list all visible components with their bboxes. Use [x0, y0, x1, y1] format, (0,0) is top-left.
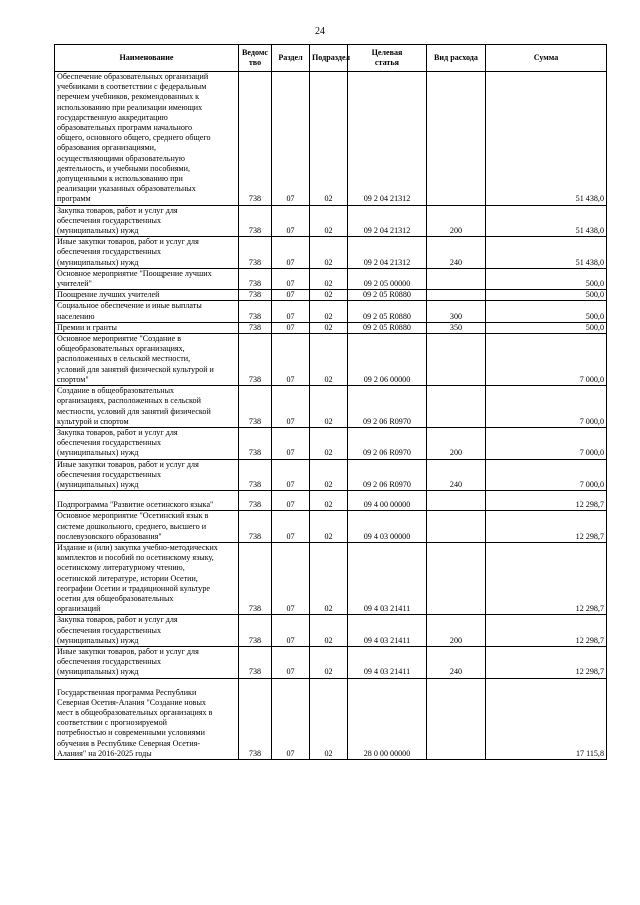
cell-celevaya-statya: 28 0 00 00000 — [348, 678, 427, 759]
cell-name: Государственная программа Республики Северная Осетия-Алания "Создание новых мест в общеобразовательных организациях в соответствии с прогнозируемой потребностью и современными условиями обучения в Республике Северная Осетия- Алания" на 2016-2025 годы — [55, 678, 239, 759]
cell-name: Закупка товаров, работ и услуг для обеспечения государственных (муниципальных) нужд — [55, 427, 239, 459]
cell-podrazdel: 02 — [310, 301, 348, 322]
cell-vedomstvo: 738 — [239, 542, 272, 614]
cell-name: Основное мероприятие "Создание в общеобразовательных организациях, расположенных в сельской местности, условий для занятий физической культурой и спортом" — [55, 334, 239, 386]
cell-vid-rashoda: 240 — [427, 459, 486, 491]
cell-celevaya-statya: 09 2 04 21312 — [348, 72, 427, 206]
cell-razdel: 07 — [272, 301, 310, 322]
table-row — [55, 237, 607, 269]
cell-summa: 12 298,7 — [486, 646, 607, 678]
cell-podrazdel: 02 — [310, 511, 348, 543]
table-row — [55, 511, 607, 543]
cell-vedomstvo: 738 — [239, 646, 272, 678]
cell-summa: 500,0 — [486, 301, 607, 322]
cell-celevaya-statya: 09 2 06 00000 — [348, 334, 427, 386]
header-summa: Сумма — [486, 45, 607, 72]
table-row — [55, 542, 607, 614]
cell-razdel: 07 — [272, 386, 310, 428]
cell-vedomstvo: 738 — [239, 615, 272, 647]
cell-celevaya-statya: 09 4 03 00000 — [348, 511, 427, 543]
cell-summa: 7 000,0 — [486, 427, 607, 459]
cell-razdel: 07 — [272, 237, 310, 269]
cell-name: Иные закупки товаров, работ и услуг для обеспечения государственных (муниципальных) нужд — [55, 459, 239, 491]
cell-celevaya-statya: 09 2 05 R0880 — [348, 301, 427, 322]
cell-razdel: 07 — [272, 427, 310, 459]
cell-name: Иные закупки товаров, работ и услуг для обеспечения государственных (муниципальных) нужд — [55, 237, 239, 269]
cell-celevaya-statya: 09 2 04 21312 — [348, 205, 427, 237]
table-row — [55, 491, 607, 511]
table-row — [55, 678, 607, 759]
table-row — [55, 459, 607, 491]
table-row — [55, 301, 607, 322]
cell-name: Закупка товаров, работ и услуг для обеспечения государственных (муниципальных) нужд — [55, 615, 239, 647]
cell-vid-rashoda — [427, 542, 486, 614]
cell-celevaya-statya: 09 2 06 R0970 — [348, 386, 427, 428]
cell-name: Поощрение лучших учителей — [55, 290, 239, 301]
cell-podrazdel: 02 — [310, 386, 348, 428]
table-row — [55, 334, 607, 386]
cell-vedomstvo: 738 — [239, 491, 272, 511]
table-row — [55, 615, 607, 647]
cell-vid-rashoda: 200 — [427, 615, 486, 647]
cell-name: Социальное обеспечение и иные выплаты населению — [55, 301, 239, 322]
table-row — [55, 205, 607, 237]
cell-podrazdel: 02 — [310, 322, 348, 333]
cell-podrazdel: 02 — [310, 491, 348, 511]
header-celevaya-statya: Целевая статья — [348, 45, 427, 72]
cell-celevaya-statya: 09 2 06 R0970 — [348, 459, 427, 491]
cell-summa: 51 438,0 — [486, 237, 607, 269]
cell-summa: 51 438,0 — [486, 205, 607, 237]
cell-celevaya-statya: 09 2 05 00000 — [348, 268, 427, 289]
cell-summa: 500,0 — [486, 268, 607, 289]
cell-celevaya-statya: 09 4 03 21411 — [348, 615, 427, 647]
cell-summa: 500,0 — [486, 322, 607, 333]
cell-vid-rashoda — [427, 290, 486, 301]
cell-vid-rashoda — [427, 511, 486, 543]
header-name: Наименование — [55, 45, 239, 72]
cell-celevaya-statya: 09 4 03 21411 — [348, 646, 427, 678]
cell-razdel: 07 — [272, 268, 310, 289]
cell-name: Обеспечение образовательных организаций учебниками в соответствии с федеральным перечнем учебников, рекомендованных к использованию при реализации имеющих государственную аккредитацию образовательных программ начального общего, основного общего, среднего общего образования организациями, осуществляющими образовательную деятельность, и учебными пособиями, допущенными к использованию при реализации указанных образовательных программ — [55, 72, 239, 206]
cell-vedomstvo: 738 — [239, 268, 272, 289]
cell-razdel: 07 — [272, 459, 310, 491]
cell-vedomstvo: 738 — [239, 459, 272, 491]
page-number: 24 — [315, 26, 325, 37]
cell-vedomstvo: 738 — [239, 334, 272, 386]
budget-table — [54, 44, 607, 760]
cell-vid-rashoda: 350 — [427, 322, 486, 333]
cell-razdel: 07 — [272, 615, 310, 647]
cell-vedomstvo: 738 — [239, 205, 272, 237]
cell-vedomstvo: 738 — [239, 511, 272, 543]
cell-razdel: 07 — [272, 511, 310, 543]
cell-podrazdel: 02 — [310, 237, 348, 269]
cell-celevaya-statya: 09 2 04 21312 — [348, 237, 427, 269]
cell-vid-rashoda — [427, 678, 486, 759]
cell-summa: 17 115,8 — [486, 678, 607, 759]
cell-razdel: 07 — [272, 542, 310, 614]
cell-summa: 51 438,0 — [486, 72, 607, 206]
cell-name: Иные закупки товаров, работ и услуг для обеспечения государственных (муниципальных) нужд — [55, 646, 239, 678]
table-header-row — [55, 45, 607, 72]
cell-vid-rashoda: 200 — [427, 205, 486, 237]
cell-summa: 500,0 — [486, 290, 607, 301]
header-podrazdel: Подраздел — [310, 45, 348, 72]
cell-vid-rashoda: 240 — [427, 237, 486, 269]
table-row — [55, 322, 607, 333]
cell-razdel: 07 — [272, 322, 310, 333]
cell-podrazdel: 02 — [310, 459, 348, 491]
cell-podrazdel: 02 — [310, 268, 348, 289]
cell-razdel: 07 — [272, 491, 310, 511]
header-vid-rashoda: Вид расхода — [427, 45, 486, 72]
cell-summa: 12 298,7 — [486, 491, 607, 511]
table-row — [55, 427, 607, 459]
cell-summa: 7 000,0 — [486, 459, 607, 491]
cell-name: Премии и гранты — [55, 322, 239, 333]
cell-celevaya-statya: 09 4 03 21411 — [348, 542, 427, 614]
cell-podrazdel: 02 — [310, 205, 348, 237]
cell-podrazdel: 02 — [310, 542, 348, 614]
cell-vid-rashoda: 240 — [427, 646, 486, 678]
cell-razdel: 07 — [272, 334, 310, 386]
cell-razdel: 07 — [272, 72, 310, 206]
cell-vedomstvo: 738 — [239, 427, 272, 459]
cell-vedomstvo: 738 — [239, 322, 272, 333]
cell-vedomstvo: 738 — [239, 290, 272, 301]
cell-razdel: 07 — [272, 678, 310, 759]
cell-podrazdel: 02 — [310, 678, 348, 759]
cell-summa: 7 000,0 — [486, 334, 607, 386]
cell-vid-rashoda: 200 — [427, 427, 486, 459]
table-row — [55, 290, 607, 301]
cell-summa: 7 000,0 — [486, 386, 607, 428]
cell-celevaya-statya: 09 2 05 R0880 — [348, 290, 427, 301]
cell-podrazdel: 02 — [310, 334, 348, 386]
cell-podrazdel: 02 — [310, 646, 348, 678]
cell-celevaya-statya: 09 2 06 R0970 — [348, 427, 427, 459]
table-row — [55, 386, 607, 428]
cell-razdel: 07 — [272, 205, 310, 237]
header-razdel: Раздел — [272, 45, 310, 72]
cell-vid-rashoda — [427, 386, 486, 428]
cell-name: Основное мероприятие "Осетинский язык в системе дошкольного, среднего, высшего и послевузовского образования" — [55, 511, 239, 543]
cell-summa: 12 298,7 — [486, 615, 607, 647]
cell-vedomstvo: 738 — [239, 301, 272, 322]
table-row — [55, 72, 607, 206]
cell-vedomstvo: 738 — [239, 237, 272, 269]
cell-name: Подпрограмма "Развитие осетинского языка" — [55, 491, 239, 511]
cell-vid-rashoda — [427, 334, 486, 386]
cell-razdel: 07 — [272, 290, 310, 301]
cell-celevaya-statya: 09 2 05 R0880 — [348, 322, 427, 333]
cell-vid-rashoda — [427, 491, 486, 511]
table-row — [55, 646, 607, 678]
cell-razdel: 07 — [272, 646, 310, 678]
cell-podrazdel: 02 — [310, 427, 348, 459]
cell-podrazdel: 02 — [310, 72, 348, 206]
cell-podrazdel: 02 — [310, 290, 348, 301]
cell-name: Создание в общеобразовательных организациях, расположенных в сельской местности, условий для занятий физической культурой и спортом — [55, 386, 239, 428]
cell-vedomstvo: 738 — [239, 386, 272, 428]
header-vedomstvo: Ведомс тво — [239, 45, 272, 72]
table-row — [55, 268, 607, 289]
cell-celevaya-statya: 09 4 00 00000 — [348, 491, 427, 511]
cell-vedomstvo: 738 — [239, 72, 272, 206]
cell-summa: 12 298,7 — [486, 511, 607, 543]
cell-vedomstvo: 738 — [239, 678, 272, 759]
cell-vid-rashoda — [427, 268, 486, 289]
cell-podrazdel: 02 — [310, 615, 348, 647]
cell-vid-rashoda — [427, 72, 486, 206]
cell-name: Закупка товаров, работ и услуг для обеспечения государственных (муниципальных) нужд — [55, 205, 239, 237]
cell-summa: 12 298,7 — [486, 542, 607, 614]
cell-name: Основное мероприятие "Поощрение лучших учителей" — [55, 268, 239, 289]
cell-name: Издание и (или) закупка учебно-методических комплектов и пособий по осетинскому языку, осетинскому литературному чтению, осетинской литературе, истории Осетии, географии Осетии и традиционной культуре осетин для общеобразовательных организаций — [55, 542, 239, 614]
cell-vid-rashoda: 300 — [427, 301, 486, 322]
